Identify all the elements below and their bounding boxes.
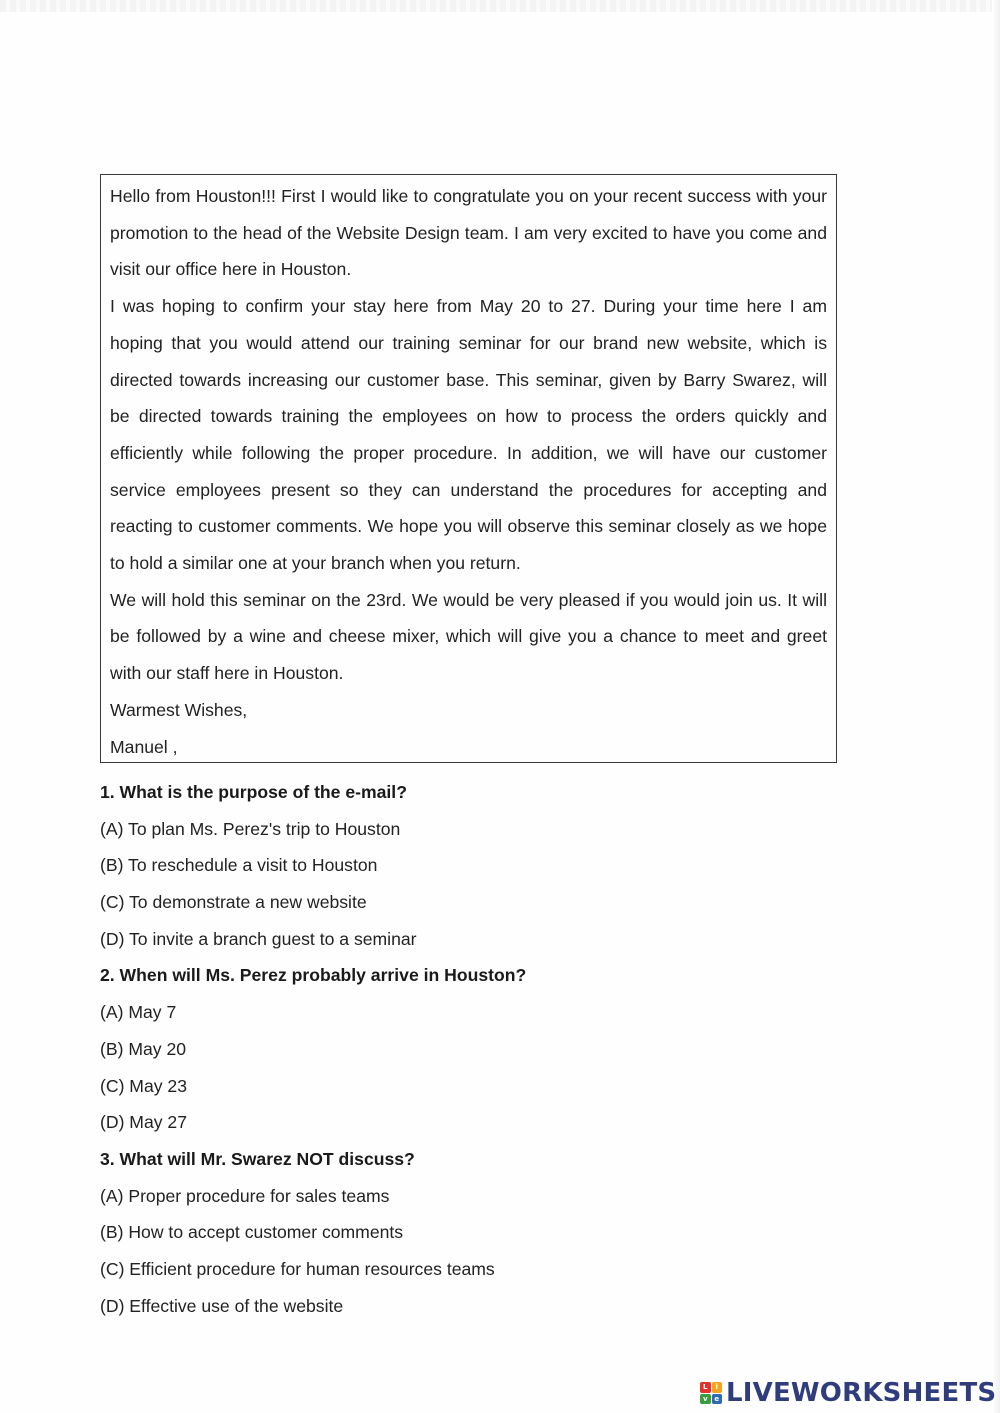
letter-closing: Warmest Wishes, [110,699,248,720]
scan-artifact-top [0,0,1000,12]
letter-paragraph-3: We will hold this seminar on the 23rd. We would be very pleased if you would join us. It will be followed by a wine and cheese mixer, which will give you a chance to meet and greet with our staff here in Houston. [110,589,827,684]
question-1-title: 1. What is the purpose of the e-mail? [100,782,407,802]
question-2-option-d[interactable]: (D) May 27 [100,1112,188,1133]
logo-icon-cell-l: L [700,1382,711,1393]
question-1-option-a[interactable]: (A) To plan Ms. Perez's trip to Houston [100,818,401,839]
question-1-option-b[interactable]: (B) To reschedule a visit to Houston [100,855,378,876]
question-3-title: 3. What will Mr. Swarez NOT discuss? [100,1148,415,1169]
questions-section [100,774,860,1324]
scan-artifact-right [992,0,1000,1413]
question-1-option-c[interactable]: (C) To demonstrate a new website [100,892,367,913]
letter-paragraph-1: Hello from Houston!!! First I would like to congratulate you on your recent success with your promotion to the head of the Website Design team. I am very excited to have you come and visit our office here in Houston. [110,186,827,280]
letter-signature: Manuel , [110,736,178,757]
logo-icon-cell-v: v [700,1394,711,1405]
question-2-option-a[interactable]: (A) May 7 [100,1002,177,1023]
question-1-option-d[interactable]: (D) To invite a branch guest to a seminar [100,928,417,949]
question-2-option-c[interactable]: (C) May 23 [100,1075,188,1096]
question-2-option-b[interactable]: (B) May 20 [100,1038,187,1059]
liveworksheets-logo[interactable] [700,1376,996,1410]
logo-icon-cell-i: i [712,1382,723,1393]
liveworksheets-logo-text: LIVEWORKSHEETS [726,1378,997,1408]
question-2-title: 2. When will Ms. Perez probably arrive in Houston? [100,965,527,986]
liveworksheets-logo-icon [700,1382,722,1404]
question-3-option-b[interactable]: (B) How to accept customer comments [100,1222,404,1243]
email-letter-box [100,174,837,763]
question-3-option-a[interactable]: (A) Proper procedure for sales teams [100,1185,390,1206]
logo-icon-cell-e: e [712,1394,723,1405]
letter-paragraph-2: I was hoping to confirm your stay here from May 20 to 27. During your time here I am hoping that you would attend our training seminar for our brand new website, which is directed towards increasing our customer base. This seminar, given by Barry Swarez, will be directed towards training the employees on how to process the orders quickly and efficiently while following the proper procedure. In addition, we will have our customer service employees present so they can understand the procedures for accepting and reacting to customer comments. We hope you will observe this seminar closely as we hope to hold a similar one at your branch when you return. [110,296,827,574]
question-3-option-d[interactable]: (D) Effective use of the website [100,1295,344,1316]
question-3-option-c[interactable]: (C) Efficient procedure for human resources teams [100,1258,495,1279]
